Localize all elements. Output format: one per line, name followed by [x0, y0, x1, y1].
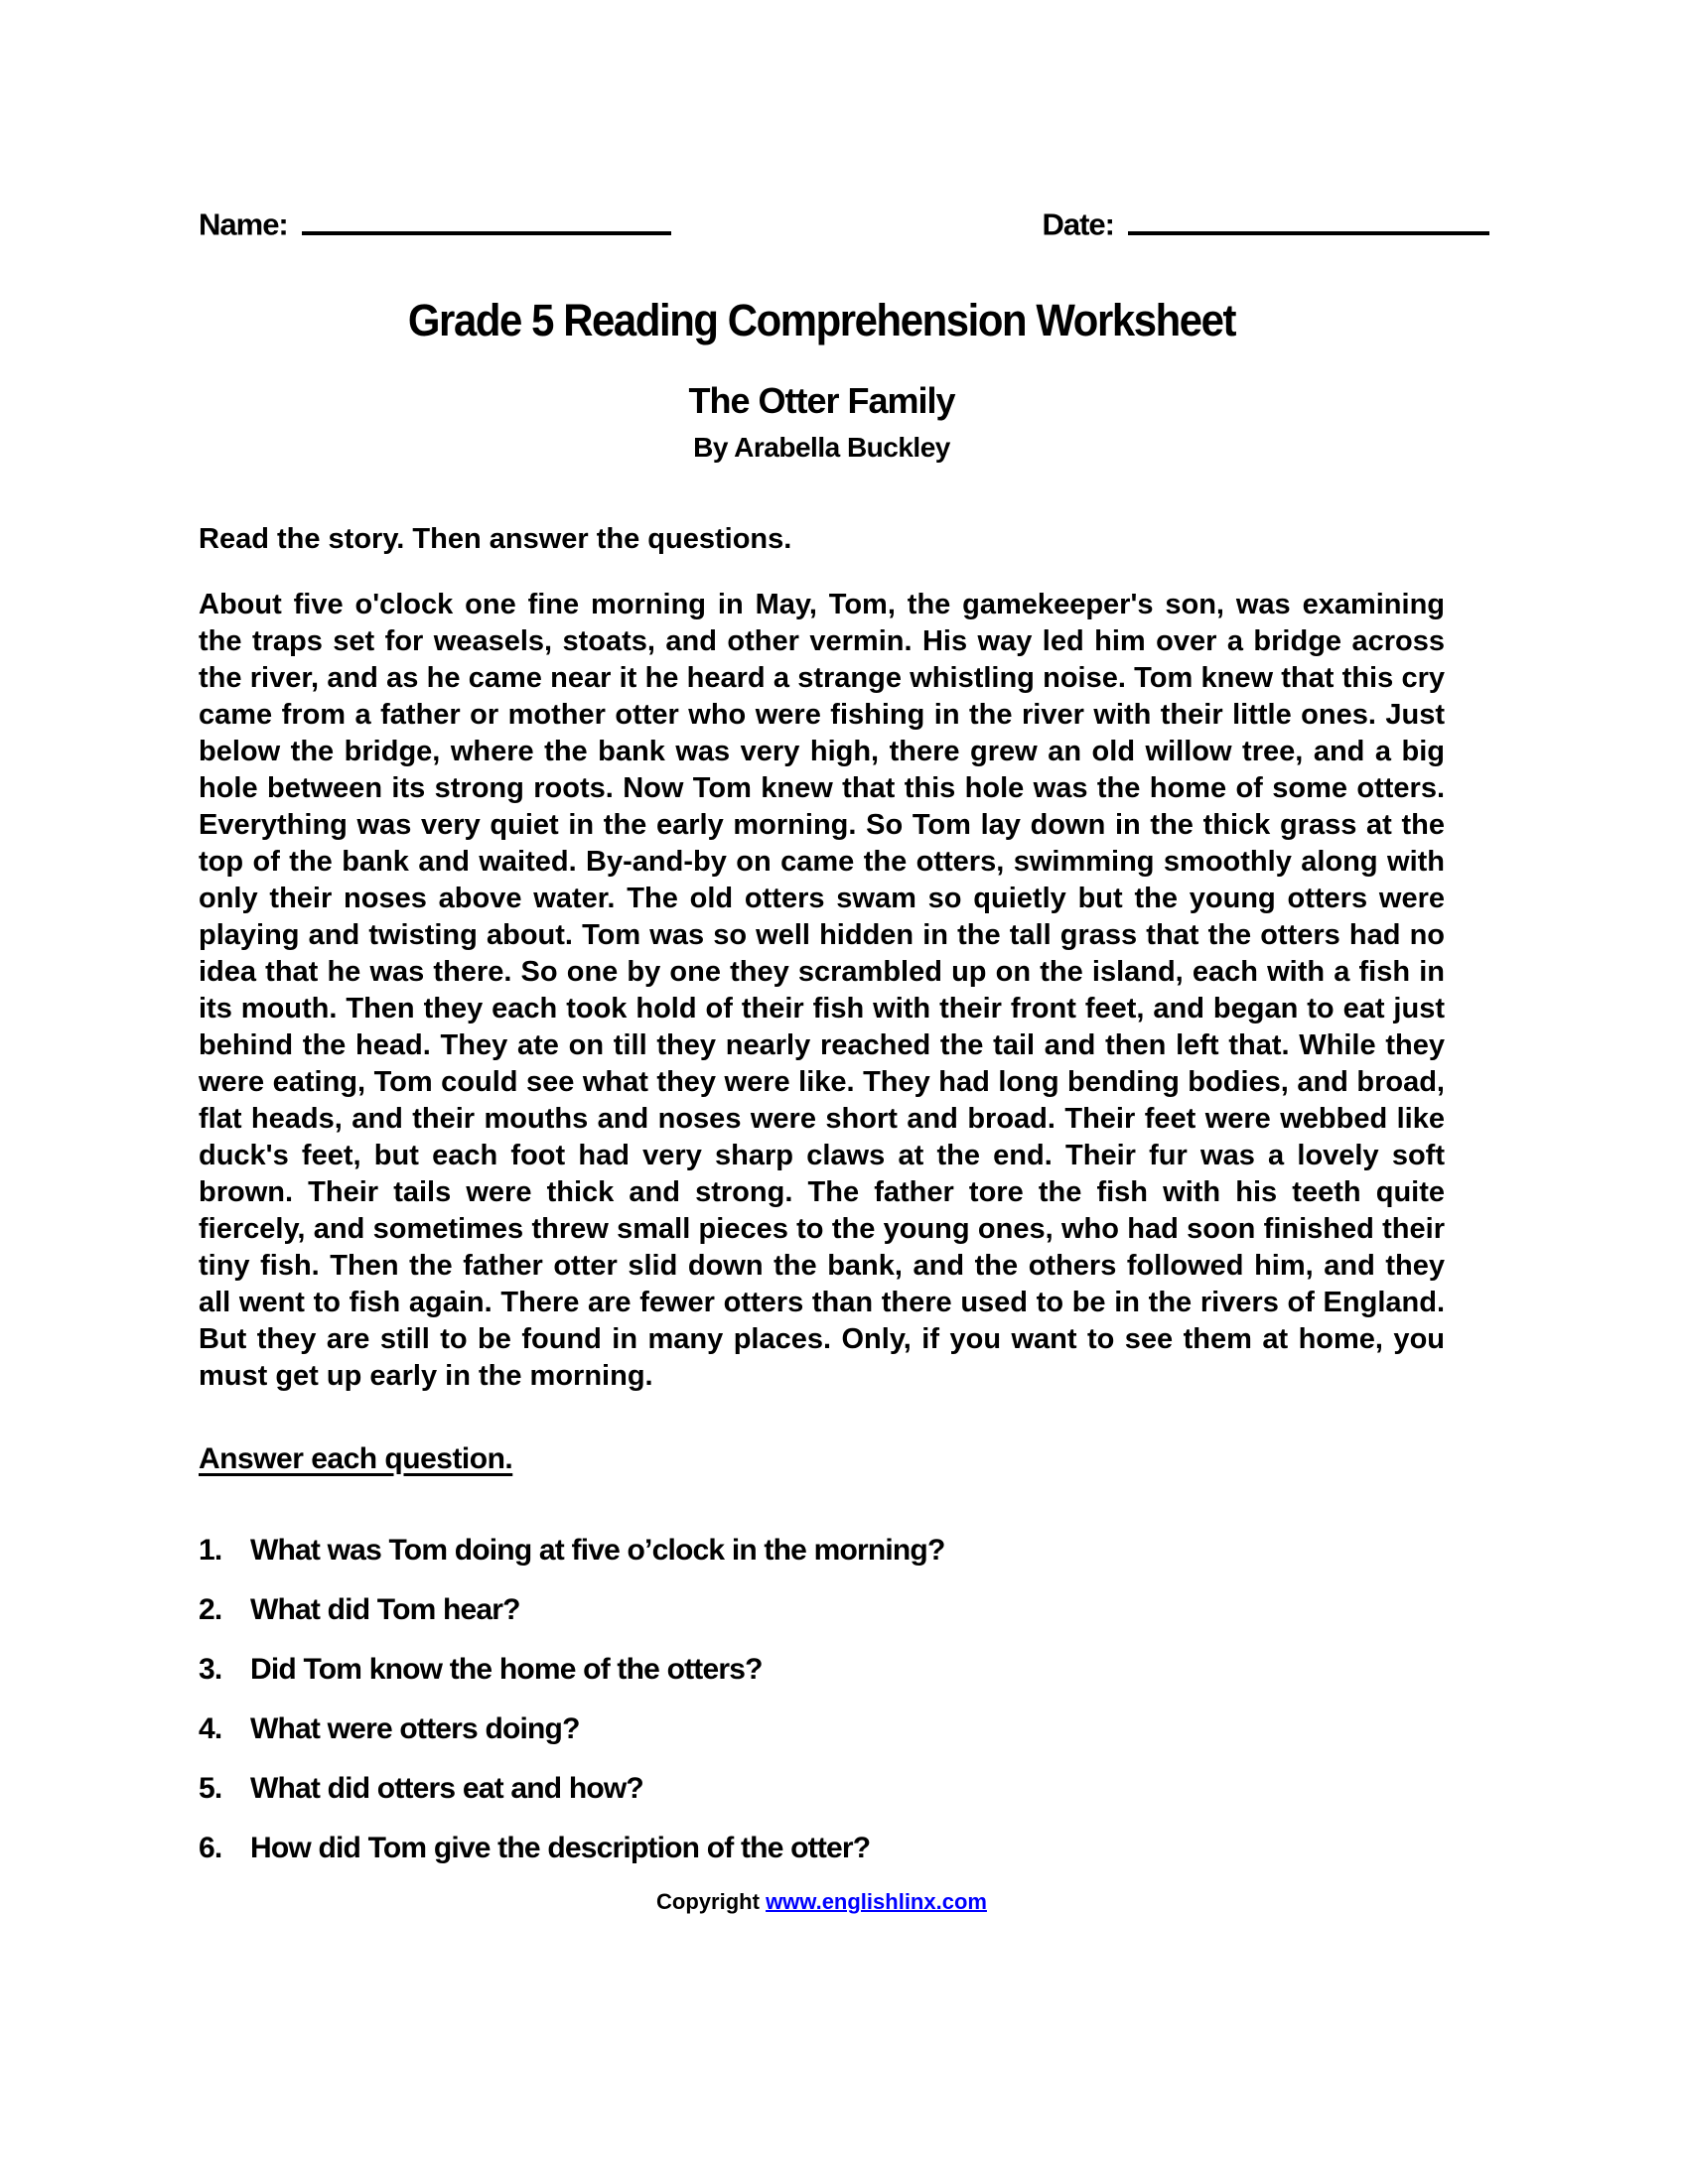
question-text: How did Tom give the description of the otter? [250, 1831, 871, 1864]
name-blank-line[interactable] [302, 199, 671, 235]
date-field-group [1042, 199, 1445, 243]
question-number: 4. [199, 1711, 222, 1745]
question-number: 2. [199, 1592, 222, 1626]
question-text: What were otters doing? [250, 1711, 580, 1745]
date-label: Date: [1042, 206, 1114, 242]
question-item-2 [199, 1591, 1445, 1628]
name-label: Name: [199, 206, 288, 242]
question-text: What did Tom hear? [250, 1592, 520, 1626]
question-text: Did Tom know the home of the otters? [250, 1652, 763, 1686]
question-item-3 [199, 1651, 1445, 1688]
copyright-line [199, 1889, 1445, 1915]
question-list [199, 1532, 1445, 1866]
question-item-4 [199, 1710, 1445, 1747]
date-blank-line[interactable] [1128, 199, 1489, 235]
question-text: What did otters eat and how? [250, 1771, 643, 1805]
story-title: The Otter Family [688, 379, 955, 421]
page-title: Grade 5 Reading Comprehension Worksheet [407, 294, 1236, 345]
story-byline: By Arabella Buckley [693, 431, 950, 463]
name-field-group [199, 199, 671, 243]
copyright-label: Copyright [656, 1888, 760, 1914]
answer-questions-heading: Answer each question. [199, 1441, 513, 1475]
copyright-link[interactable]: www.englishlinx.com [766, 1888, 987, 1914]
question-item-5 [199, 1770, 1445, 1807]
question-number: 5. [199, 1771, 222, 1805]
question-number: 3. [199, 1652, 222, 1686]
question-number: 1. [199, 1533, 222, 1567]
story-instructions: Read the story. Then answer the questions. [199, 522, 792, 555]
name-date-row [199, 199, 1445, 243]
question-number: 6. [199, 1831, 222, 1864]
question-item-6 [199, 1830, 1445, 1866]
question-item-1 [199, 1532, 1445, 1569]
worksheet-content [199, 0, 1445, 1915]
question-text: What was Tom doing at five o’clock in the morning? [250, 1533, 945, 1567]
story-text: About five o'clock one fine morning in May, Tom, the gamekeeper's son, was examining the traps set for weasels, stoats, and other vermin. His way led him over a bridge across the river, and as he came near it he heard a strange whistling noise. Tom knew that this cry came from a father or mother otter who were fishing in the river with their little ones. Just below the bridge, where the bank was very high, there grew an old willow tree, and a big hole between its strong roots. Now Tom knew that this hole was the home of some otters. Everything was very quiet in the early morning. So Tom lay down in the thick grass at the top of the bank and waited. By-and-by on came the otters, swimming smoothly along with only their noses above water. The old otters swam so quietly but the young otters were playing and twisting about. Tom was so well hidden in the tall grass that the otters had no idea that he was there. So one by one they scrambled up on the island, each with a fish in its mouth. Then they each took hold of their fish with their front feet, and began to eat just behind the head. They ate on till they nearly reached the tail and then left that. While they were eating, Tom could see what they were like. They had long bending bodies, and broad, flat heads, and their mouths and noses were short and broad. Their feet were webbed like duck's feet, but each foot had very sharp claws at the end. Their fur was a lovely soft brown. Their tails were thick and strong. The father tore the fish with his teeth quite fiercely, and sometimes threw small pieces to the young ones, who had soon finished their tiny fish. Then the father otter slid down the bank, and the others followed him, and they all went to fish again. There are fewer otters than there used to be in the rivers of England. But they are still to be found in many places. Only, if you want to see them at home, you must get up early in the morning. [199, 588, 1445, 1392]
